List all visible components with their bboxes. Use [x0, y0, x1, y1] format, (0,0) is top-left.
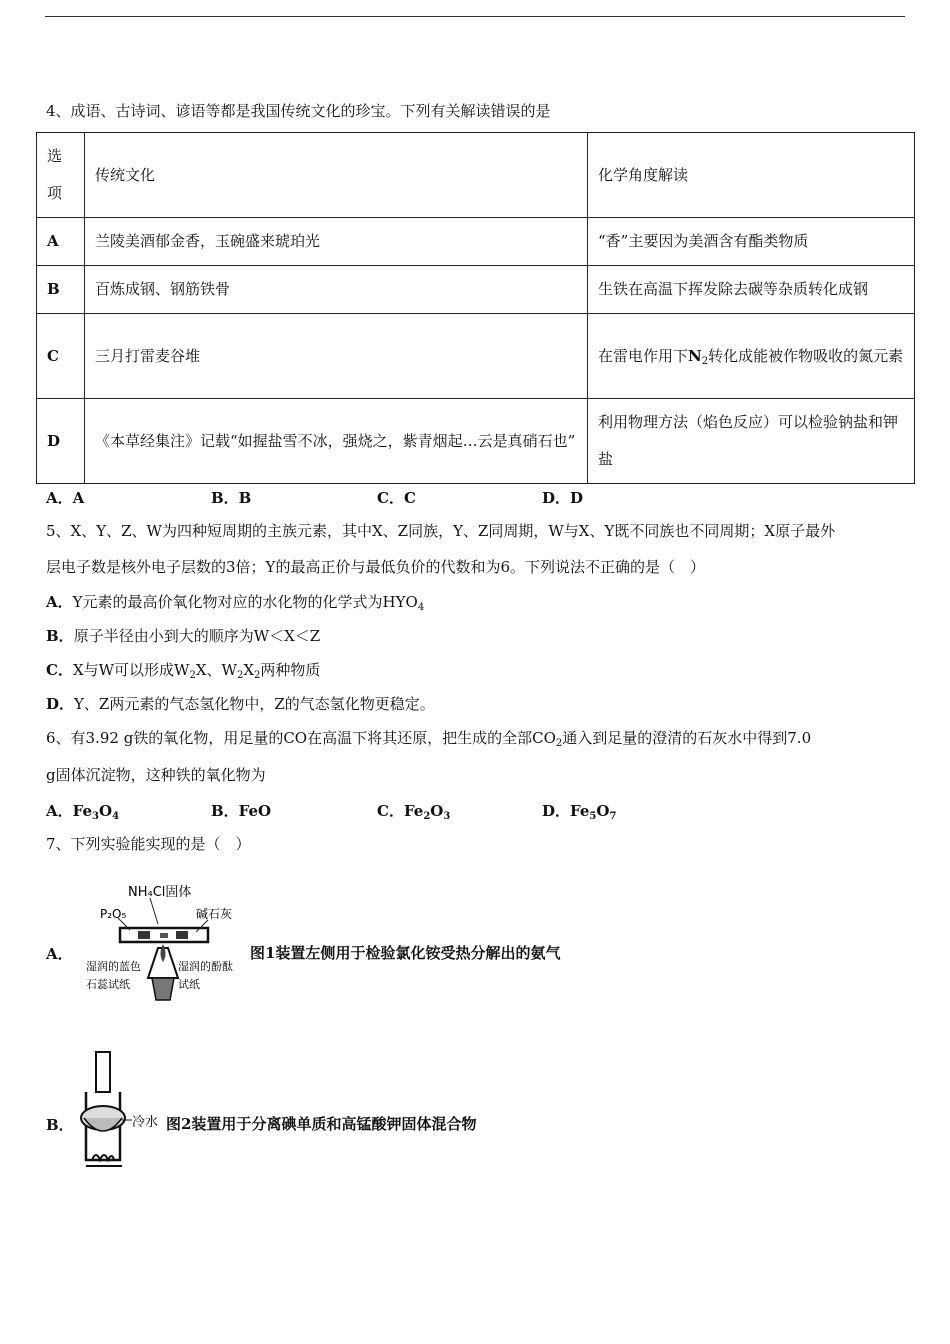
q4-option-a[interactable]: A．A [46, 489, 85, 507]
table-row [37, 218, 915, 266]
row-option: D [37, 399, 85, 484]
fig1-plug [176, 931, 188, 939]
fig1-lamp-base [152, 978, 174, 1000]
fig1-lime-label: 碱石灰 [196, 907, 233, 921]
figure-2-apparatus [78, 1048, 166, 1170]
q4-option-b[interactable]: B．B [211, 489, 252, 507]
table-header-row [37, 133, 915, 218]
q7-option-a-text[interactable]: 图1装置左侧用于检验氯化铵受热分解出的氨气 [250, 944, 561, 962]
row-culture: 《本草经集注》记载“如握盐雪不冰，强烧之，紫青烟起…云是真硝石也” [85, 399, 588, 484]
fig1-nh4cl-label: NH₄Cl固体 [128, 885, 192, 900]
fig1-pointer [150, 898, 158, 924]
q4-stem: 4、成语、古诗词、谚语等都是我国传统文化的珍宝。下列有关解读错误的是 [46, 102, 551, 120]
header-chem: 化学角度解读 [588, 133, 915, 218]
q6-option-b[interactable]: B．FeO [211, 802, 272, 820]
header-rule [45, 16, 905, 17]
table-row [37, 266, 915, 314]
fig2-flask-neck [96, 1052, 110, 1092]
q5-option-d[interactable]: D．Y、Z两元素的气态氢化物中，Z的气态氢化物更稳定。 [46, 695, 435, 713]
figure-1-apparatus [78, 878, 250, 1010]
q4-option-c[interactable]: C．C [377, 489, 416, 507]
fig2-dish [84, 1118, 122, 1131]
fig1-pointer [196, 920, 208, 932]
row-chem: 生铁在高温下挥发除去碳等杂质转化成钢 [588, 266, 915, 314]
q6-option-c[interactable]: C．$Fe_2O_3$ [377, 802, 451, 822]
q7-option-b-label[interactable]: B． [46, 1116, 74, 1134]
fig1-flame [161, 944, 166, 962]
fig1-p2o5-label: P₂O₅ [100, 907, 127, 921]
fig1-left-paper-label: 石蕊试纸 [86, 978, 130, 991]
fig2-cold-water-label: 冷水 [132, 1115, 159, 1130]
row-chem: 在雷电作用下$N_2$转化成能被作物吸收的氮元素 [588, 314, 915, 399]
fig1-plug [138, 931, 150, 939]
row-culture: 兰陵美酒郁金香，玉碗盛来琥珀光 [85, 218, 588, 266]
q6-stem-line2: g固体沉淀物，这种铁的氧化物为 [46, 766, 266, 784]
fig1-right-paper-label: 试纸 [178, 978, 200, 991]
q4-option-d[interactable]: D．D [542, 489, 584, 507]
q7-option-a-label[interactable]: A． [46, 945, 73, 963]
q6-option-d[interactable]: D．$Fe_5O_7$ [542, 802, 617, 822]
fig1-right-paper-label: 湿润的酚酞 [178, 960, 233, 973]
row-option: C [37, 314, 85, 399]
q4-table [36, 132, 915, 484]
q5-option-b[interactable]: B．原子半径由小到大的顺序为W＜X＜Z [46, 627, 321, 645]
header-option: 选项 [37, 133, 85, 218]
row-option: B [37, 266, 85, 314]
q5-option-c[interactable]: C．X与W可以形成$W_2X$、$W_2X_2$两种物质 [46, 661, 321, 681]
q7-stem: 7、下列实验能实现的是（ ） [46, 835, 251, 853]
row-option: A [37, 218, 85, 266]
header-culture: 传统文化 [85, 133, 588, 218]
table-row [37, 314, 915, 399]
q5-stem-line2: 层电子数是核外电子层数的3倍；Y的最高正价与最低负价的代数和为6。下列说法不正确的是（ ） [46, 558, 705, 576]
q6-option-a[interactable]: A．$Fe_3O_4$ [46, 802, 120, 822]
q5-stem-line1: 5、X、Y、Z、W为四种短周期的主族元素，其中X、Z同族，Y、Z同周期，W与X、Y既不同族也不同周期；X原子最外 [46, 522, 836, 540]
q6-stem-line1: 6、有3.92 g铁的氧化物，用足量的CO在高温下将其还原，把生成的全部$CO_2$通入到足量的澄清的石灰水中得到7.0 [46, 729, 812, 749]
table-row [37, 399, 915, 484]
fig1-left-paper-label: 湿润的蓝色 [86, 960, 141, 973]
q7-option-b-text[interactable]: 图2装置用于分离碘单质和高锰酸钾固体混合物 [166, 1115, 477, 1133]
q5-option-a[interactable]: A．Y元素的最高价氧化物对应的水化物的化学式为$HYO_4$ [46, 593, 425, 613]
row-chem: 利用物理方法（焰色反应）可以检验钠盐和钾盐 [588, 399, 915, 484]
row-culture: 百炼成钢、钢筋铁骨 [85, 266, 588, 314]
fig1-solid [160, 933, 168, 938]
row-culture: 三月打雷麦谷堆 [85, 314, 588, 399]
row-chem: “香”主要因为美酒含有酯类物质 [588, 218, 915, 266]
